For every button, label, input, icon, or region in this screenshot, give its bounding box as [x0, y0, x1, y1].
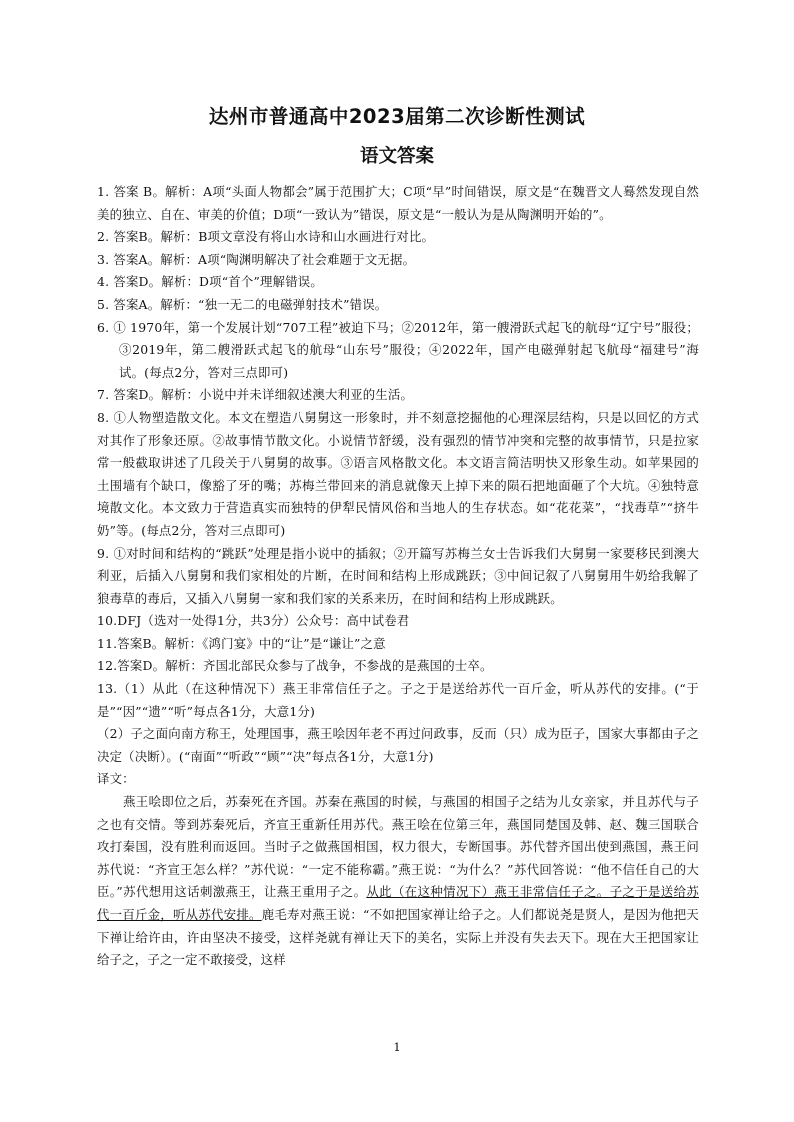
answer-item-9: 9. ①对时间和结构的“跳跃”处理是指小说中的插叙；②开篇写苏梅兰女士告诉我们大舅舅一家要移民到澳大利亚，后插入八舅舅和我们家相处的片断，在时间和结构上形成跳跃；③中间记叙了八舅舅用牛奶给我解了狼毒草的毒后，又插入八舅舅一家和我们家的关系来历，在时间和结构上形成跳跃。: [97, 545, 699, 606]
answer-content: [97, 181, 699, 972]
page-number: 1: [393, 1040, 401, 1054]
translation-text-before: 燕王哙即位之后，苏秦死在齐国。苏秦在燕国的时候，与燕国的相国子之结为儿女亲家，并且苏代与子之也有交情。等到苏秦死后，齐宣王重新任用苏代。燕王哙在位第三年，燕国同楚国及韩、赵、魏三国联合攻打秦国，没有胜利而返回。当时子之做燕国相国，权力很大，专断国事。苏代替齐国出使到燕国，燕王问苏代说：“齐宣王怎么样？”苏代说：“一定不能称霸。”燕王说：“为什么？”苏代回答说：“他不信任自己的大臣。”苏代想用这话刺激燕王，让燕王重用子之。: [97, 794, 699, 900]
answer-item-13-part-2: （2）子之面向南方称王，处理国事，燕王哙因年老不再过问政事，反而（只）成为臣子，国家大事都由子之决定（决断）。(“南面”“听政”“顾”“决”每点各1分，大意1分): [97, 726, 699, 764]
answer-item-2: 2. 答案B。解析：B项文章没有将山水诗和山水画进行对比。: [97, 229, 435, 245]
answer-item-8: 8. ①人物塑造散文化。本文在塑造八舅舅这一形象时，并不刻意挖掘他的心理深层结构，只是以回忆的方式对其作了形象还原。②故事情节散文化。小说情节舒缓，没有强烈的情节冲突和完整的故事情节，只是拉家常一般截取讲述了几段关于八舅舅的故事。③语言风格散文化。本文语言简洁明快又形象生动。如苹果园的土围墙有个缺口，像豁了牙的嘴；苏梅兰带回来的消息就像天上掉下来的陨石把地面砸了个大坑。④独特意境散文化。本文致力于营造真实而独特的伊犁民情风俗和当地人的生存状态。如“花花菜”，“找毒草”“挤牛奶”等。(每点2分，答对三点即可): [97, 409, 699, 538]
translation-label: 译文：: [97, 771, 135, 787]
answer-item-11: 11.答案B。解析：《鸿门宴》中的“让”是“谦让”之意: [97, 635, 386, 651]
translation-text-after: 鹿毛寿对燕王说：“不如把国家禅让给子之。人们都说尧是贤人，是因为他把天下禅让给许由，许由坚决不接受，这样尧就有禅让天下的美名，实际上并没有失去天下。现在大王把国家让给子之，子之一定不敢接受，这样: [97, 907, 699, 968]
answer-item-12: 12.答案D。解析：齐国北部民众参与了战争，不参战的是燕国的士卒。: [97, 658, 493, 674]
translation-underlined-text: 从此（在这种情况下）燕王非常信任子之。子之于是送给苏代一百斤金，听从苏代安排。: [97, 884, 699, 922]
answer-item-3: 3. 答案A。解析：A项“陶渊明解决了社会难题于文无据。: [97, 251, 416, 267]
translation-paragraph: [97, 791, 699, 972]
answer-item-7: 7. 答案D。解析：小说中并未详细叙述澳大利亚的生活。: [97, 387, 414, 403]
page-subtitle: 语文答案: [359, 146, 434, 167]
answer-item-1: 1. 答案 B。解析：A项“头面人物都会”属于范围扩大；C项“早”时间错误，原文是“在魏晋文人蓦然发现自然美的独立、自在、审美的价值；D项“一致认为”错误，原文是“一般认为是从陶渊明开始的”。: [97, 184, 699, 222]
page-title: 达州市普通高中2023届第二次诊断性测试: [208, 105, 586, 128]
answer-item-5: 5. 答案A。解析：“独一无二的电磁弹射技术”错误。: [97, 296, 388, 312]
answer-item-4: 4. 答案D。解析：D项“首个”理解错误。: [97, 274, 323, 290]
answer-item-6: 6. ① 1970年，第一个发展计划“707工程”被迫下马；②2012年，第一艘滑跃式起飞的航母“辽宁号”服役；③2019年，第二艘滑跃式起飞的航母“山东号”服役；④2022年，国产电磁弹射起飞航母“福建号”海试。(每点2分，答对三点即可): [97, 319, 699, 380]
answer-item-10: 10.DFJ（选对一处得1分，共3分）公众号：高中试卷君: [97, 613, 410, 629]
answer-item-13-part-1: 13.（1）从此（在这种情况下）燕王非常信任子之。子之于是送给苏代一百斤金，听从苏代的安排。(“于是”“因”“遗”“听”每点各1分，大意1分): [97, 681, 699, 719]
